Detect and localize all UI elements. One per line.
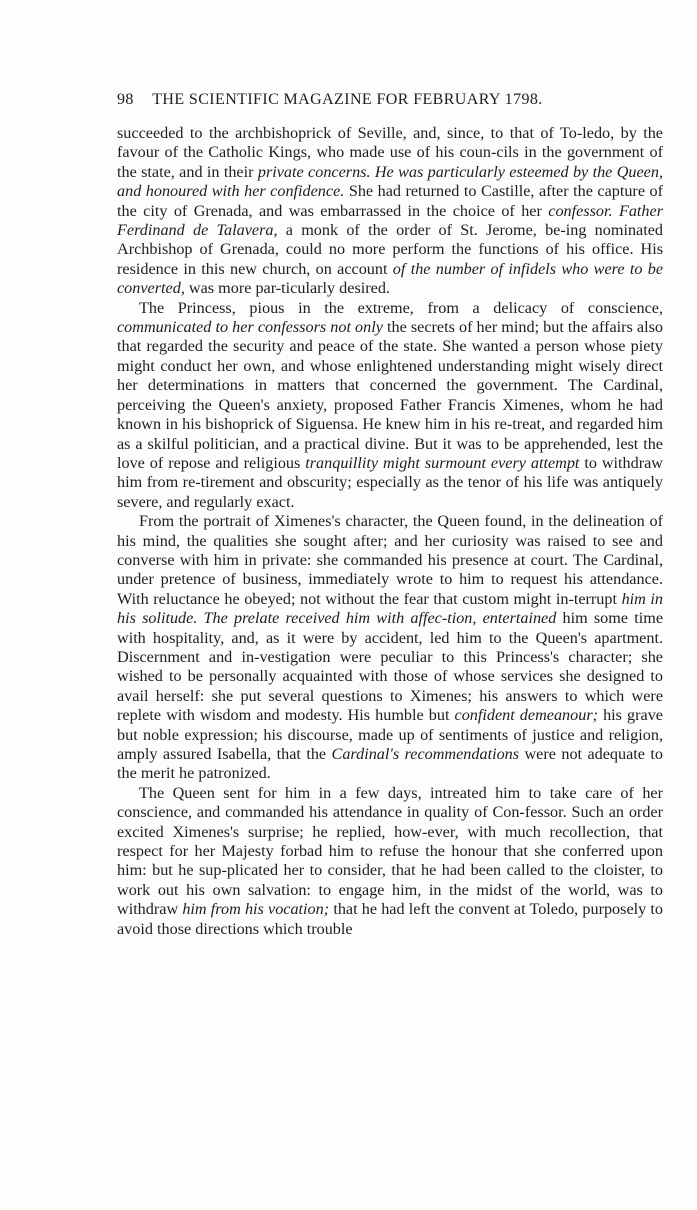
text-run: was more par-ticularly desired.	[184, 279, 390, 298]
italic-text-run: confident demeanour;	[454, 706, 599, 725]
running-header	[117, 91, 657, 115]
italic-text-run: him in his solitude. The prelate received him with affec-tion, entertained	[117, 589, 664, 628]
text-run: him some time with hospitality, and, as it were by accident, led him to the Queen's apartment. Discernment and in-vestigation were peculiar to this Princess's character; she wished to be personally acquainted with those of whose services she designed to avail herself: she put several questions to Ximenes; his answers to which were replete with wisdom and modesty. His humble but	[117, 609, 664, 725]
text-run: She had returned to Castille, after the capture of the city of Grenada, and was embarrassed in the choice of her	[117, 182, 663, 220]
text-run: The Princess, pious in the extreme, from a delicacy of conscience,	[139, 298, 663, 317]
text-run: The Queen sent for him in a few days, intreated him to take care of her conscience, and commanded his attendance in quality of Con-fessor. Such an order excited Ximenes's surprise; he replied, how-ever, with much recollection, that respect for her Majesty forbad him to refuse the honour that she conferred upon him: but he sup-plicated her to consider, that he had been called to the cloister, to work out his own salvation: to engage him, in the midst of the world, was to withdraw	[117, 783, 663, 919]
italic-text-run: of the number of infidels who were to be converted,	[117, 259, 664, 298]
italic-text-run: private concerns. He was particularly esteemed by the Queen, and honoured with her confidence.	[117, 162, 663, 201]
paragraph	[117, 784, 663, 939]
text-run: that he had left the convent at Toledo, purposely to avoid those directions which trouble	[117, 900, 663, 938]
paragraph	[117, 512, 663, 784]
paragraph	[117, 299, 663, 512]
text-run: his grave but noble expression; his discourse, made up of sentiments of justice and religion, amply assured Isabella, that the	[117, 706, 663, 763]
text-run: the secrets of her mind; but the affairs also that regarded the security and peace of the state. She wanted a person whose piety might conduct her own, and whose enlightened understanding might wisely direct her determinations in matters that concerned the government. The Cardinal, perceiving the Queen's anxiety, proposed Father Francis Ximenes, whom he had known in his bishoprick of Siguensa. He knew him in his re-treat, and regarded him as a skilful politician, and a practical divine. But it was to be apprehended, lest the love of repose and religious	[117, 318, 664, 472]
running-title: THE SCIENTIFIC MAGAZINE FOR FEBRUARY 1798.	[152, 91, 543, 108]
paragraph	[117, 124, 663, 299]
text-run: From the portrait of Ximenes's character, the Queen found, in the delineation of his mind, the qualities she sought after; and her curiosity was raised to see and converse with him in private: she commanded his presence at court. The Cardinal, under pretence of business, immediately wrote to him to request his attendance. With reluctance he obeyed; not without the fear that custom might in-terrupt	[117, 512, 663, 608]
page-number: 98	[117, 91, 134, 108]
text-run: to withdraw him from re-tirement and obscurity; especially as the tenor of his life was antiquely severe, and regularly exact.	[117, 453, 663, 511]
italic-text-run: tranquillity might surmount every attempt	[305, 453, 580, 472]
text-run: succeeded to the archbishoprick of Seville, and, since, to that of To-ledo, by the favour of the Catholic Kings, who made use of his coun-cils in the government of the state, and in their	[117, 124, 663, 181]
article-body	[117, 124, 663, 939]
text-run: were not adequate to the merit he patronized.	[117, 745, 663, 783]
text-run: a monk of the order of St. Jerome, be-ing nominated Archbishop of Grenada, could no more perform the functions of his office. His residence in this new church, on account	[117, 221, 663, 278]
italic-text-run: Cardinal's recommendations	[331, 745, 520, 763]
italic-text-run: confessor. Father Ferdinand de Talavera,	[117, 201, 664, 240]
italic-text-run: communicated to her confessors not only	[117, 318, 383, 337]
italic-text-run: him from his vocation;	[182, 900, 330, 919]
